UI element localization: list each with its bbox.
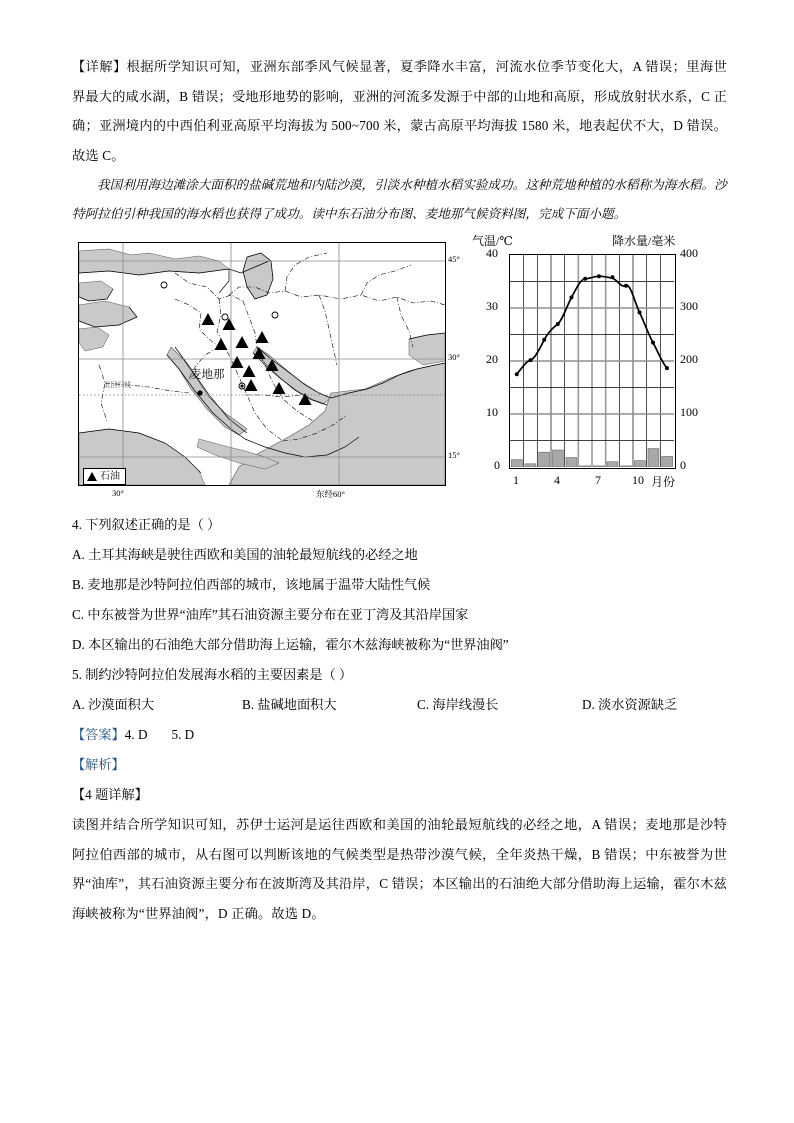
chart-left-axis-title: 气温/℃ <box>472 234 513 248</box>
chart-ytick-right-100: 100 <box>680 405 698 419</box>
chart-xtick-10: 10 <box>632 473 644 487</box>
chart-xtick-1: 1 <box>513 473 519 487</box>
map-lat-label-30: 30° <box>448 352 460 362</box>
analysis-label: 【解析】 <box>72 757 125 772</box>
chart-x-unit-label: 月份 <box>651 475 676 489</box>
question-5-option-b[interactable]: B. 盐碱地面积大 <box>242 697 337 712</box>
medina-climate-chart <box>464 232 727 504</box>
figure-group <box>72 232 727 510</box>
chart-ytick-right-0: 0 <box>680 458 686 472</box>
chart-right-axis-title: 降水量/毫米 <box>612 234 676 248</box>
map-city-label-medina: 麦地那 <box>190 369 225 381</box>
question-4-stem: 4. 下列叙述正确的是（ ） <box>72 517 221 532</box>
page-content <box>72 52 727 928</box>
question-4-option-b[interactable]: B. 麦地那是沙特阿拉伯西部的城市，该地属于温带大陆性气候 <box>72 577 431 592</box>
chart-xtick-4: 4 <box>554 473 560 487</box>
chart-svg <box>510 255 674 467</box>
question-4-option-a[interactable]: A. 土耳其海峡是驶往西欧和美国的油轮最短航线的必经之地 <box>72 547 418 562</box>
question-5-option-c[interactable]: C. 海岸线漫长 <box>417 697 499 712</box>
explanation-4-body: 读图并结合所学知识可知，苏伊士运河是运往西欧和美国的油轮最短航线的必经之地，A 错误；麦地那是沙特阿拉伯西部的城市，从右图可以判断该地的气候类型是热带沙漠气候，全年炎热干燥，B 错误；中东被誉为世界“油库”，其石油资源主要分布在波斯湾及其沿岸，C 错误；本区输出的石油绝大部分借助海上运输，霍尔木兹海峡被称为“世界油阀”，D 正确。故选 D。 <box>72 817 727 921</box>
question-5-options-row <box>72 690 727 720</box>
chart-ytick-left-20: 20 <box>486 352 498 366</box>
answer-line <box>72 720 727 750</box>
chart-ytick-left-30: 30 <box>486 299 498 313</box>
question-5-option-a[interactable]: A. 沙漠面积大 <box>72 697 155 712</box>
chart-plot-area <box>509 254 676 469</box>
chart-ytick-right-400: 400 <box>680 246 698 260</box>
map-lon-label-east-60: 东经60° <box>316 489 345 499</box>
map-legend-label: 石油 <box>100 471 120 482</box>
question-4-option-c[interactable]: C. 中东被誉为世界“油库”其石油资源主要分布在亚丁湾及其沿岸国家 <box>72 607 469 622</box>
chart-ytick-left-0: 0 <box>494 458 500 472</box>
map-lat-label-15: 15° <box>448 450 460 460</box>
map-svg <box>79 243 445 485</box>
map-frame <box>78 242 446 486</box>
chart-ytick-left-10: 10 <box>486 405 498 419</box>
answer-label: 【答案】 <box>72 727 125 742</box>
map-tropic-of-cancer-label: 北回归线 <box>104 382 132 389</box>
explanation-paragraph-1: 【详解】根据所学知识可知，亚洲东部季风气候显著，夏季降水丰富，河流水位季节变化大，A 错误；里海世界最大的咸水湖，B 错误；受地形地势的影响，亚洲的河流多发源于中部的山地和高原，形成放射状水系，C 正确；亚洲境内的中西伯利亚高原平均海拔为 500~700 米，蒙古高原平均海拔 1580 米，地表起伏不大，D 错误。故选 C。 <box>72 59 727 163</box>
chart-ytick-right-300: 300 <box>680 299 698 313</box>
answer-q5: 5. D <box>171 727 195 742</box>
map-lon-label-30: 30° <box>112 488 124 498</box>
oil-triangle-icon <box>87 472 97 481</box>
chart-xtick-7: 7 <box>595 473 601 487</box>
material-paragraph: 我国利用海边滩涂大面积的盐碱荒地和内陆沙漠，引淡水种植水稻实验成功。这种荒地种植的水稻称为海水稻。沙特阿拉伯引种我国的海水稻也获得了成功。读中东石油分布图、麦地那气候资料图，完成下面小题。 <box>72 177 727 221</box>
middle-east-oil-map <box>78 242 460 499</box>
explanation-4-title: 【4 题详解】 <box>72 787 148 802</box>
question-5-stem: 5. 制约沙特阿拉伯发展海水稻的主要因素是（ ） <box>72 667 353 682</box>
medina-dot <box>197 390 202 395</box>
map-legend <box>83 468 126 485</box>
answer-q4: 4. D <box>124 727 148 742</box>
question-5-option-d[interactable]: D. 淡水资源缺乏 <box>582 697 678 712</box>
chart-ytick-left-40: 40 <box>486 246 498 260</box>
chart-ytick-right-200: 200 <box>680 352 698 366</box>
question-4-option-d[interactable]: D. 本区输出的石油绝大部分借助海上运输，霍尔木兹海峡被称为“世界油阀” <box>72 637 509 652</box>
map-lat-label-45: 45° <box>448 254 460 264</box>
